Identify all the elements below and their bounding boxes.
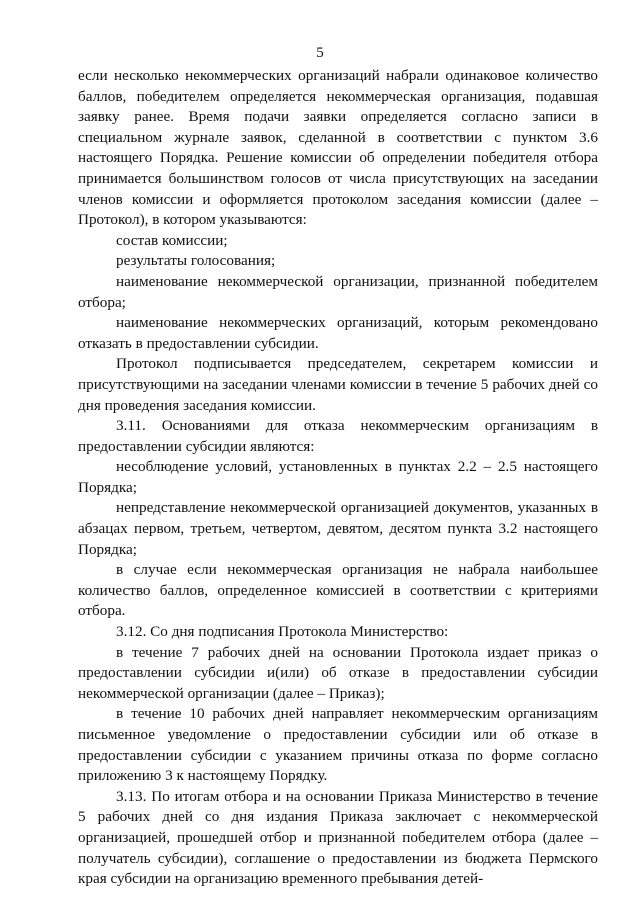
paragraph-protocol-signing: Протокол подписывается председателем, секретарем комиссии и присутствующими на заседании членами комиссии в течение 5 рабочих дней со дня проведения заседания комиссии. — [78, 355, 598, 414]
paragraph-3-11-item-1: несоблюдение условий, установленных в пунктах 2.2 – 2.5 настоящего Порядка; — [78, 458, 598, 496]
paragraph-3-12-heading: 3.12. Со дня подписания Протокола Министерство: — [116, 623, 449, 641]
paragraph-winner-name: наименование некоммерческой организации, признанной победителем отбора; — [78, 272, 598, 311]
paragraph-3-11-item-3: в случае если некоммерческая организация не набрала наибольшее количество баллов, определенное комиссией в соответствии с критериями отбора. — [78, 561, 598, 620]
document-body — [78, 66, 598, 890]
page-number: 5 — [316, 45, 324, 61]
paragraph-3-12-item-1: в течение 7 рабочих дней на основании Протокола издает приказ о предоставлении субсидии и(или) об отказе в предоставлении субсидии некоммерческой организации (далее – Приказ); — [78, 643, 598, 702]
paragraph-rejected-names: наименование некоммерческих организаций, которым рекомендовано отказать в предоставлении субсидии. — [78, 314, 598, 352]
paragraph-3-11-item-2: непредставление некоммерческой организацией документов, указанных в абзацах первом, третьем, четвертом, девятом, десятом пункта 3.2 настоящего Порядка; — [78, 499, 598, 558]
paragraph-voting-results: результаты голосования; — [116, 252, 276, 270]
paragraph-commission-composition: состав комиссии; — [116, 231, 228, 249]
paragraph-3-12-item-2: в течение 10 рабочих дней направляет некоммерческим организациям письменное уведомление о предоставлении субсидии или об отказе в предоставлении субсидии с указанием причины отказа по форме согласно приложению 3 к настоящему Порядку. — [78, 705, 598, 785]
paragraph-winner-determination: если несколько некоммерческих организаций набрали одинаковое количество баллов, победителем определяется некоммерческая организация, подавшая заявку ранее. Время подачи заявки определяется согласно записи в специальном журнале заявок, сделанной в соответствии с пунктом 3.6 настоящего Порядка. Решение комиссии об определении победителя отбора принимается большинством голосов от числа присутствующих на заседании членов комиссии и оформляется протоколом заседания комиссии (далее – Протокол), в котором указываются: — [78, 67, 598, 229]
paragraph-3-13: 3.13. По итогам отбора и на основании Приказа Министерство в течение 5 рабочих дней со дня издания Приказа заключает с некоммерческой организацией, прошедшей отбор и признанной победителем отбора (далее – получатель субсидии), соглашение о предоставлении из бюджета Пермского края субсидии на организацию временного пребывания детей- — [78, 787, 598, 888]
paragraph-3-11-heading: 3.11. Основаниями для отказа некоммерческим организациям в предоставлении субсидии являются: — [78, 417, 598, 455]
